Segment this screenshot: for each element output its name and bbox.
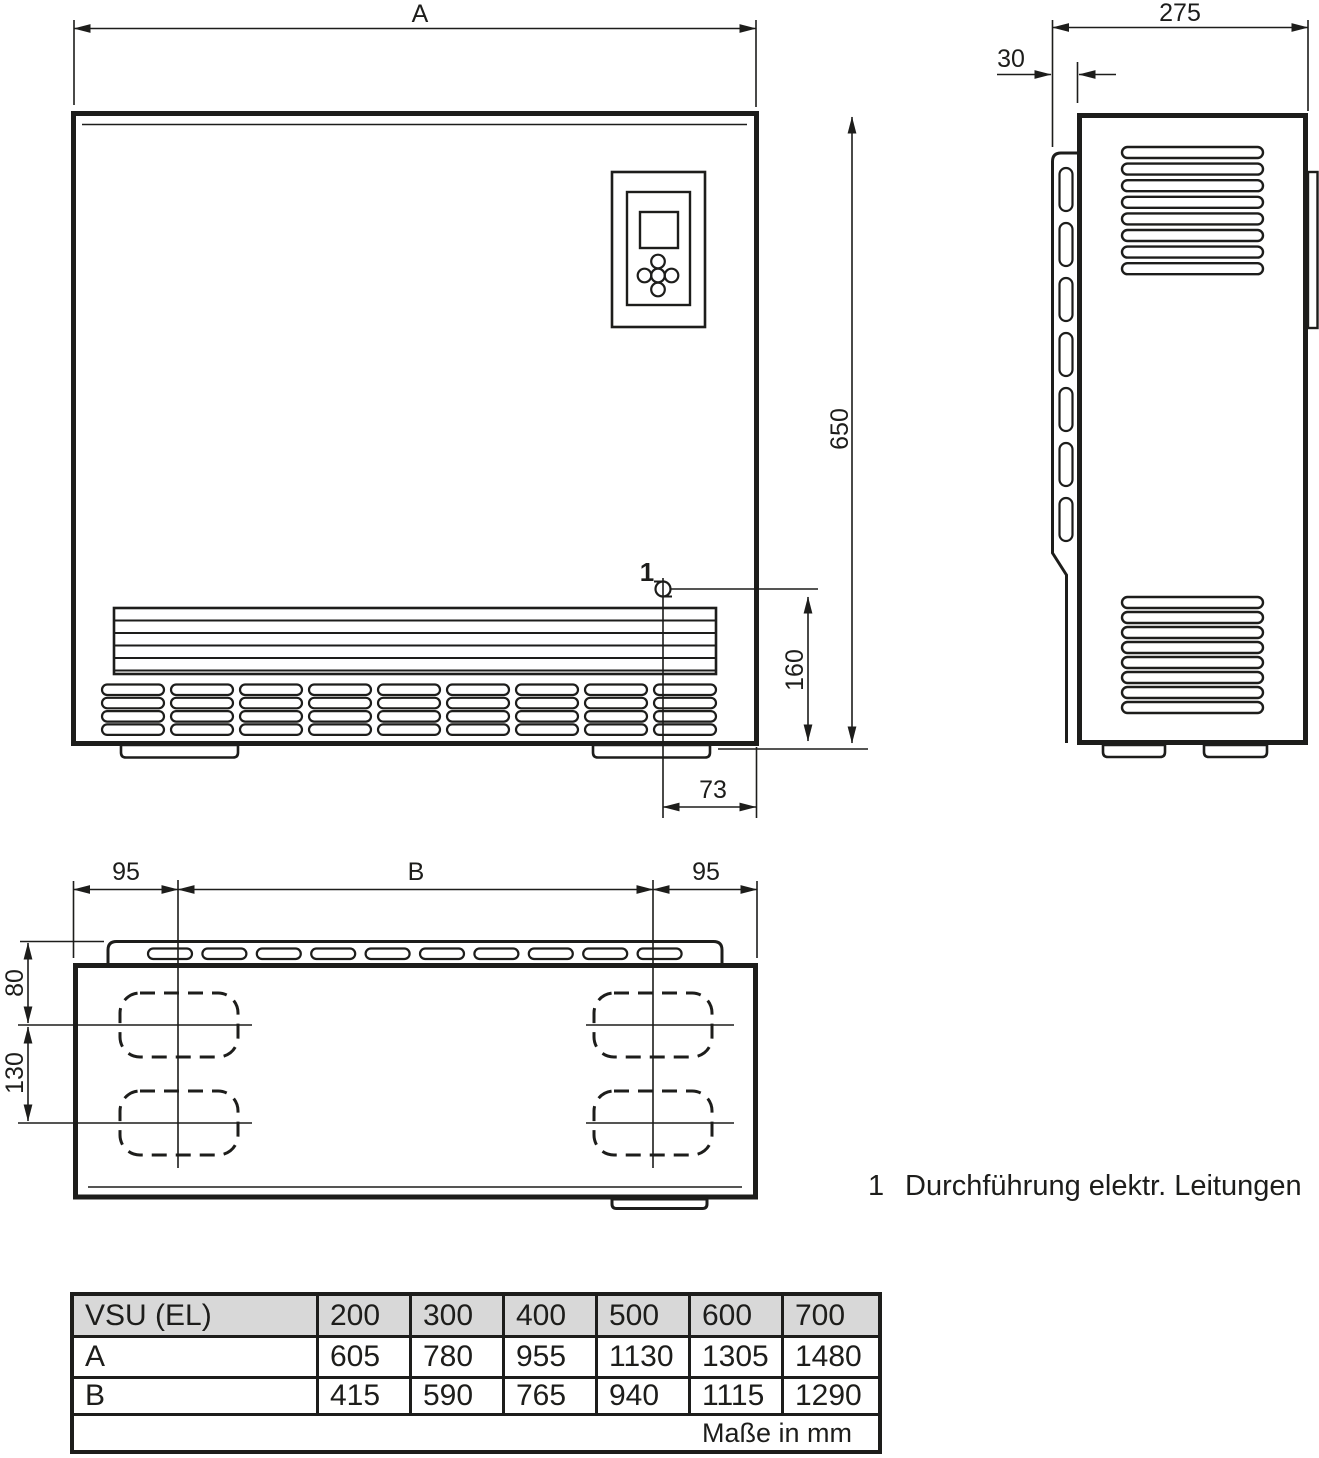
trim-slot: [1060, 333, 1073, 376]
table-header-300: 300: [411, 1294, 504, 1337]
row-A-value: 955: [504, 1337, 597, 1378]
trim-slot: [1060, 278, 1073, 321]
dimension-table: [70, 1292, 882, 1454]
louver-slot: [585, 711, 647, 722]
louver-slot: [102, 724, 164, 735]
louver-slot: [378, 711, 440, 722]
louver-slot: [171, 724, 233, 735]
dim-95-left-label: 95: [112, 858, 140, 886]
louver-slot: [516, 711, 578, 722]
louver-slot: [309, 724, 371, 735]
vent-slat: [1122, 147, 1263, 158]
legend: [868, 1171, 1302, 1201]
louver-slot: [102, 698, 164, 709]
tray-slot: [366, 949, 410, 960]
tray-slot: [148, 949, 192, 960]
table-header-400: 400: [504, 1294, 597, 1337]
trim-slot: [1060, 388, 1073, 431]
vent-slat: [1122, 213, 1263, 224]
dim-650-label: 650: [826, 408, 854, 450]
row-B-value: 1290: [783, 1378, 881, 1415]
row-B-value: 1115: [690, 1378, 783, 1415]
control-panel: [612, 172, 705, 327]
louver-slot: [102, 711, 164, 722]
louver-slot: [171, 711, 233, 722]
side-foot-left: [1103, 745, 1165, 757]
louver-slot: [378, 724, 440, 735]
dim-130-label: 130: [1, 1052, 29, 1094]
wall-bracket: [1308, 172, 1318, 328]
side-view: [997, 0, 1318, 757]
dim-95-right-label: 95: [692, 858, 720, 886]
row-B-label: B: [72, 1378, 318, 1415]
legend-text: Durchführung elektr. Leitungen: [905, 1170, 1302, 1202]
display-icon: [640, 212, 678, 248]
vent-slat: [1122, 687, 1263, 698]
louver-slot: [309, 711, 371, 722]
tray-slot: [529, 949, 573, 960]
tray-slot: [420, 949, 464, 960]
trim-slot: [1060, 168, 1073, 211]
row-A-value: 1305: [690, 1337, 783, 1378]
table-header-row: [72, 1294, 880, 1337]
louver-slot: [171, 685, 233, 696]
front-foot-left: [121, 745, 238, 758]
vent-slat: [1122, 612, 1263, 623]
louver-slot: [447, 685, 509, 696]
row-A-value: 1130: [597, 1337, 690, 1378]
tray-slot: [202, 949, 246, 960]
vent-slat: [1122, 230, 1263, 241]
louver-slot: [102, 685, 164, 696]
table-row-B: [72, 1378, 880, 1415]
front-foot-right: [593, 745, 710, 758]
tray-slot: [474, 949, 518, 960]
vent-slat: [1122, 597, 1263, 608]
row-A-label: A: [72, 1337, 318, 1378]
trim-slot: [1060, 443, 1073, 486]
callout-1-label: 1: [639, 557, 655, 587]
vent-slat: [1122, 263, 1263, 274]
louver-slot: [240, 685, 302, 696]
dim-offset-30: [997, 45, 1116, 103]
louver-slot: [240, 711, 302, 722]
row-A-value: 1480: [783, 1337, 881, 1378]
louver-slot: [585, 685, 647, 696]
vent-slat: [1122, 672, 1263, 683]
dim-73-label: 73: [699, 776, 727, 804]
row-A-value: 780: [411, 1337, 504, 1378]
louver-slot: [585, 724, 647, 735]
row-A-value: 605: [318, 1337, 411, 1378]
vent-slat: [1122, 627, 1263, 638]
table-header-700: 700: [783, 1294, 881, 1337]
dim-80-label: 80: [1, 969, 29, 997]
louver-slot: [516, 698, 578, 709]
louver-slot: [585, 698, 647, 709]
row-B-value: 590: [411, 1378, 504, 1415]
dim-width-A: [74, 0, 756, 107]
row-B-value: 940: [597, 1378, 690, 1415]
table-header-500: 500: [597, 1294, 690, 1337]
bottom-tray: [108, 942, 722, 964]
table-header-200: 200: [318, 1294, 411, 1337]
tray-slot: [583, 949, 627, 960]
louver-slot: [378, 685, 440, 696]
trim-slot: [1060, 498, 1073, 541]
louver-slot: [309, 685, 371, 696]
louver-slot: [447, 711, 509, 722]
louver-slot: [378, 698, 440, 709]
tray-slot: [257, 949, 301, 960]
vent-slat: [1122, 247, 1263, 258]
outlet-grille-frame: [114, 608, 716, 674]
dim-30-label: 30: [997, 45, 1025, 73]
louver-slot: [240, 724, 302, 735]
louver-slot: [447, 698, 509, 709]
vent-slat: [1122, 180, 1263, 191]
louver-slot: [516, 724, 578, 735]
table-footer-note: Maße in mm: [72, 1415, 880, 1453]
row-B-value: 415: [318, 1378, 411, 1415]
bottom-tab: [612, 1199, 707, 1209]
tray-slot: [311, 949, 355, 960]
side-trim-slots: [1060, 168, 1073, 541]
louver-slot: [171, 698, 233, 709]
louver-slot: [240, 698, 302, 709]
louver-slot: [309, 698, 371, 709]
table-header-600: 600: [690, 1294, 783, 1337]
vent-slat: [1122, 702, 1263, 713]
table-footer-row: [72, 1415, 880, 1453]
vent-slat: [1122, 657, 1263, 668]
vent-slat: [1122, 164, 1263, 175]
bottom-view: [1, 858, 757, 1209]
row-B-value: 765: [504, 1378, 597, 1415]
louver-slot: [516, 685, 578, 696]
legend-index: 1: [868, 1170, 885, 1202]
table-header-model: VSU (EL): [72, 1294, 318, 1337]
dim-B-label: B: [407, 858, 425, 886]
tray-slot: [638, 949, 682, 960]
dim-outlet-160: [781, 597, 809, 741]
vent-slat: [1122, 197, 1263, 208]
dim-A-label: A: [411, 0, 429, 28]
dim-275-label: 275: [1159, 0, 1201, 27]
vent-slat: [1122, 642, 1263, 653]
front-view: [74, 0, 869, 818]
trim-slot: [1060, 223, 1073, 266]
side-foot-right: [1204, 745, 1267, 757]
dim-160-label: 160: [781, 649, 809, 691]
louver-slot: [447, 724, 509, 735]
table-row-A: [72, 1337, 880, 1378]
